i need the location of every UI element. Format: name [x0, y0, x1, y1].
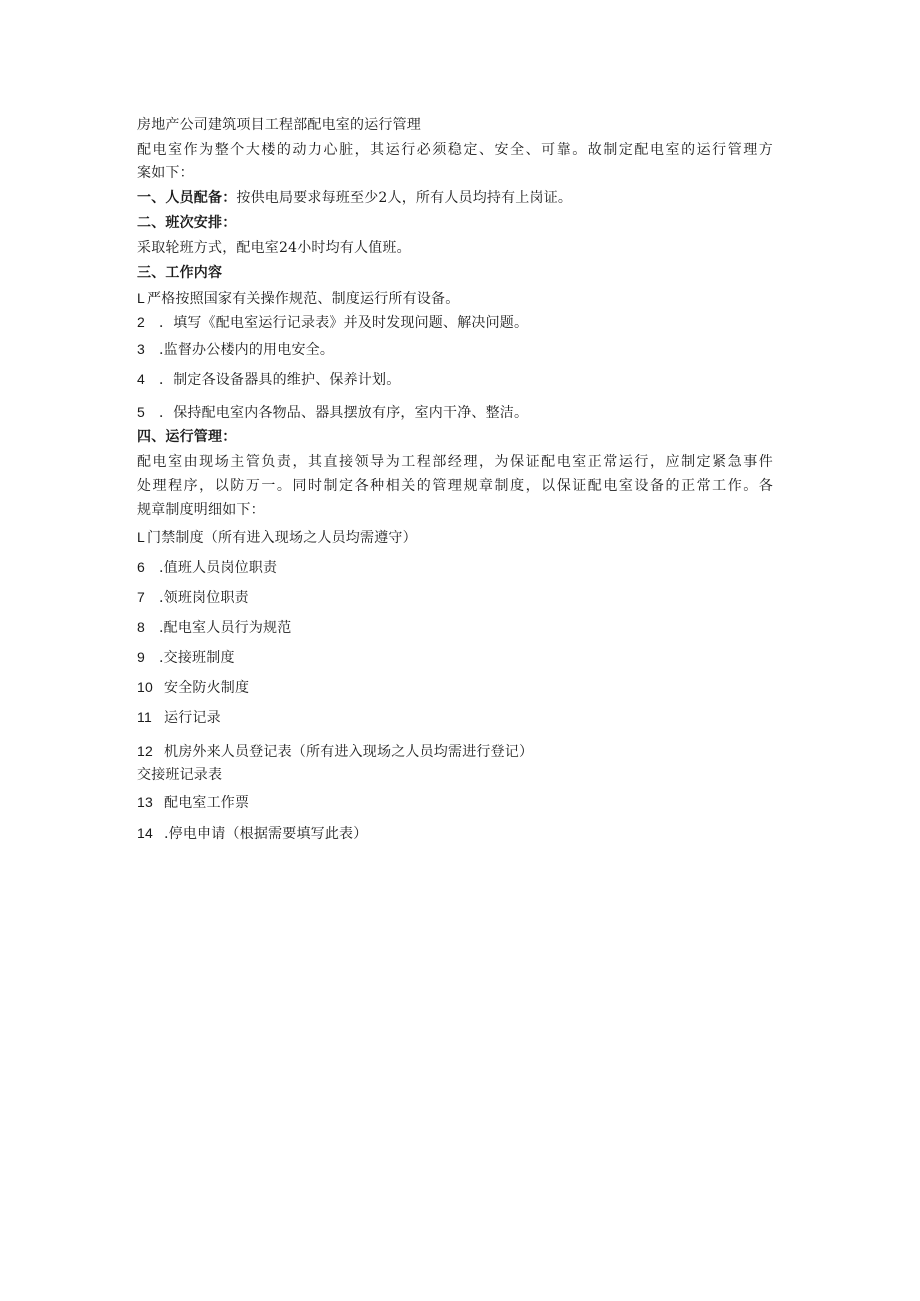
list-item-text: .监督办公楼内的用电安全。: [159, 342, 335, 358]
list-item-text: 安全防火制度: [164, 680, 250, 696]
list-item-number: 8: [137, 619, 145, 635]
list-item-number: 2: [137, 314, 145, 330]
list-item-text: 严格按照国家有关操作规范、制度运行所有设备。: [147, 291, 460, 307]
intro-paragraph-line-1: 配电室作为整个大楼的动力心脏，其运行必须稳定、安全、可靠。故制定配电室的运行管理方: [137, 142, 773, 158]
list-item-text: 门禁制度（所有进入现场之人员均需遵守）: [147, 530, 417, 546]
list-item-number: 10: [137, 679, 153, 695]
list-item-text: .停电申请（根据需要填写此表）: [164, 826, 368, 842]
list-item: [137, 678, 249, 697]
list-item-text: .配电室人员行为规范: [159, 620, 292, 636]
list-item-number: 14: [137, 825, 153, 841]
list-item: [137, 370, 400, 389]
list-item: [137, 708, 221, 727]
section-4-paragraph-line-3: 规章制度明细如下：: [137, 502, 265, 518]
list-item: [137, 528, 417, 547]
list-item: [137, 766, 222, 784]
list-item-text: 机房外来人员登记表（所有进入现场之人员均需进行登记）: [164, 744, 534, 760]
list-item: [137, 793, 249, 812]
list-item-number: L: [137, 290, 145, 306]
list-item-text: .值班人员岗位职责: [159, 560, 278, 576]
list-item-text: .领班岗位职责: [159, 590, 249, 606]
list-item: [137, 558, 277, 577]
list-item-number: 6: [137, 559, 145, 575]
list-item: [137, 403, 528, 422]
list-item: [137, 340, 334, 359]
list-item: [137, 824, 367, 843]
section-4-heading: 四、运行管理：: [137, 429, 237, 445]
list-item: [137, 588, 249, 607]
list-item-number: 3: [137, 341, 145, 357]
section-4-paragraph-line-1: 配电室由现场主管负责，其直接领导为工程部经理，为保证配电室正常运行，应制定紧急事件: [137, 454, 773, 470]
list-item: [137, 618, 291, 637]
intro-paragraph-line-2: 案如下：: [137, 165, 194, 181]
list-item-text: ．保持配电室内各物品、器具摆放有序，室内干净、整洁。: [159, 405, 529, 421]
list-item: [137, 313, 528, 332]
list-item: [137, 648, 235, 667]
list-item-text: ．填写《配电室运行记录表》并及时发现问题、解决问题。: [159, 315, 529, 331]
list-item-number: L: [137, 529, 145, 545]
section-4-paragraph-line-2: 处理程序，以防万一。同时制定各种相关的管理规章制度，以保证配电室设备的正常工作。各: [137, 478, 773, 494]
list-item-number: 13: [137, 794, 153, 810]
list-item-number: 9: [137, 649, 145, 665]
section-2-text: 采取轮班方式，配电室24小时均有人值班。: [137, 240, 411, 256]
section-2-heading: 二、班次安排：: [137, 215, 237, 231]
section-1: [137, 189, 572, 207]
list-item: [137, 289, 459, 308]
list-item-text: 运行记录: [164, 710, 221, 726]
section-3-heading: 三、工作内容: [137, 265, 223, 281]
list-item-number: 4: [137, 371, 145, 387]
list-item-number: 11: [137, 709, 152, 725]
list-item-text: 交接班记录表: [137, 767, 223, 783]
list-item-text: ．制定各设备器具的维护、保养计划。: [159, 372, 401, 388]
document-title: 房地产公司建筑项目工程部配电室的运行管理: [137, 117, 421, 133]
list-item: [137, 742, 533, 761]
list-item-number: 12: [137, 743, 153, 759]
list-item-number: 7: [137, 589, 145, 605]
list-item-text: .交接班制度: [159, 650, 235, 666]
section-1-text: 按供电局要求每班至少2人，所有人员均持有上岗证。: [236, 190, 573, 206]
section-1-heading: 一、人员配备：: [137, 190, 237, 206]
list-item-text: 配电室工作票: [164, 795, 250, 811]
list-item-number: 5: [137, 404, 145, 420]
